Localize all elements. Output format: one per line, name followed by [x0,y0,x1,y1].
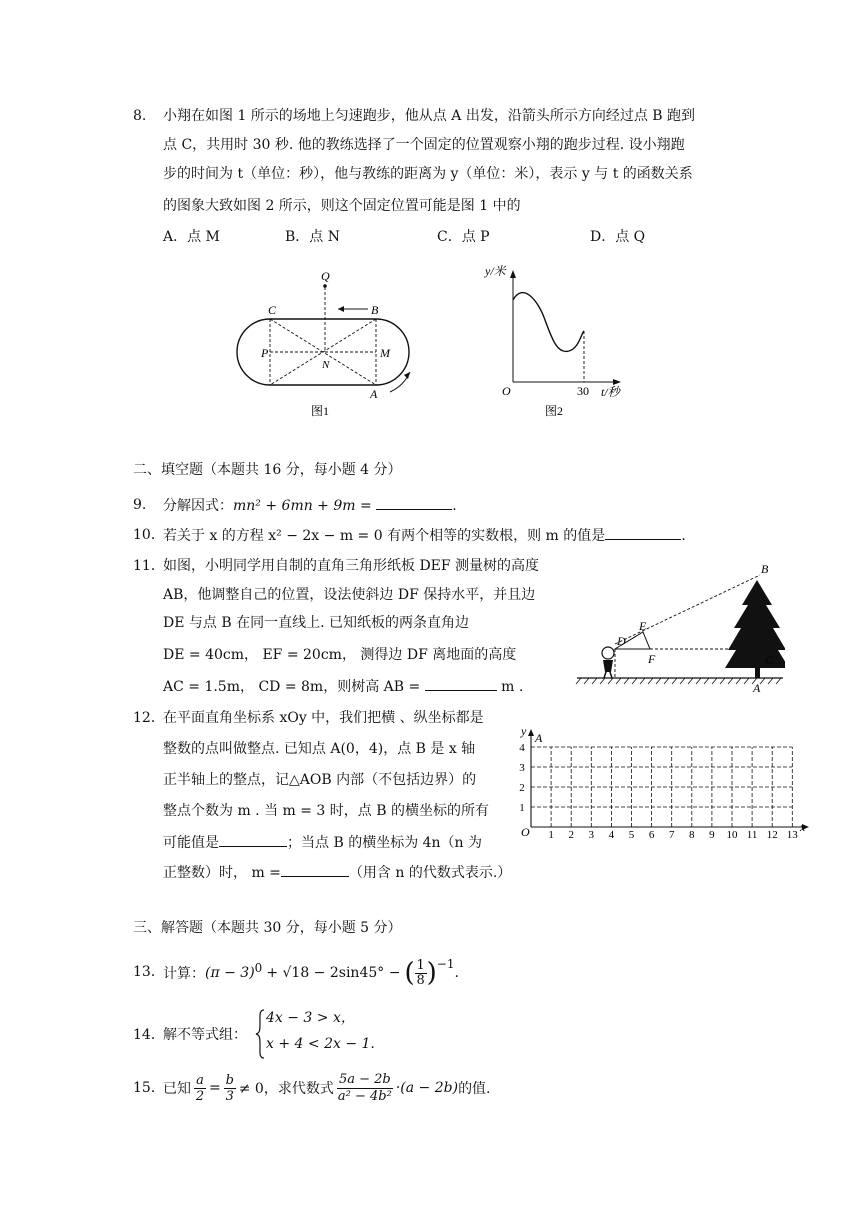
q12-line6-b: （用含 n 的代数式表示.） [348,865,512,881]
q8-text-line4: 的图象大致如图 2 所示，则这个固定位置可能是图 1 中的 [163,198,521,214]
section2-title: 二、填空题（本题共 16 分，每小题 4 分） [133,462,402,478]
q8-number: 8. [133,108,147,124]
grid-y-axis-label: y [521,725,527,738]
q15-frac3-den: a² − 4b² [337,1088,392,1104]
q14-inequality-1: 4x − 3 > x， [266,1010,355,1026]
q15-frac1-num: a [196,1072,204,1088]
fig2-caption: 图2 [545,404,564,418]
q13-exp: −1 [436,957,455,971]
q12-number: 12． [133,710,165,726]
q9-prompt: 分解因式： [163,498,233,514]
fig1-caption: 图1 [311,404,330,418]
q10-end: . [681,528,686,544]
q11-answer-blank[interactable] [425,676,497,691]
q11-tree-figure [575,560,785,695]
q12-answer-blank-1[interactable] [219,832,287,847]
q11-fig-label-e: E [639,619,647,633]
fig2-xlabel: t/秒 [601,385,620,399]
q8-figure1-track [230,262,430,422]
fig1-label-n: N [322,359,330,371]
q15-not-zero: ≠ 0，求代数式 [238,1081,334,1097]
q13-term-a: (π − 3) [205,965,255,981]
q15-frac2-num: b [225,1072,234,1088]
q15-prompt: 已知 [163,1081,191,1097]
fig1-label-m: M [380,346,390,360]
grid-x-tick-label: 1 [548,829,554,840]
q12-line5-a: 可能值是 [163,835,219,851]
grid-point-a: A [535,731,543,745]
q11-fig-label-c: C [765,653,774,667]
q12-line5-b: ；当点 B 的横坐标为 4n（n 为 [287,835,483,851]
q13-frac-num: 1 [416,957,425,973]
q9-answer-blank[interactable] [376,495,452,510]
fig2-ylabel: y/米 [485,264,506,278]
q8-text-line1: 小翔在如图 1 所示的场地上匀速跑步，他从点 A 出发，沿箭头所示方向经过点 B 跑到 [163,108,696,124]
q9-number: 9. [133,497,147,513]
q15-frac1-den: 2 [195,1088,205,1104]
q11-line5-text: AC = 1.5m， CD = 8m，则树高 AB = [163,679,421,695]
q11-text-line5 [163,676,523,697]
q11-text-line2: AB，他调整自己的位置，设法使斜边 DF 保持水平，并且边 [163,587,536,603]
grid-x-axis-label: x [800,820,806,834]
q12-coordinate-grid [515,725,815,840]
fig2-tick-30: 30 [577,384,589,398]
q8-option-b: B．点 N [285,229,340,245]
fig1-label-c: C [268,303,277,317]
q8-option-a: A．点 M [163,229,220,245]
q11-unit: m . [501,679,524,695]
q11-number: 11． [133,558,165,574]
grid-x-tick-label: 2 [568,829,574,840]
grid-x-tick-label: 3 [588,829,595,840]
q11-fig-label-b: B [761,562,769,576]
q12-text-line6 [163,862,511,883]
grid-y-tick-label: 2 [519,782,525,794]
q8-text-line2: 点 C，共用时 30 秒. 他的教练选择了一个固定的位置观察小翔的跑步过程. 设小翔跑 [163,137,685,153]
q8-text-line3: 步的时间为 t（单位：秒），他与教练的距离为 y（单位：米），表示 y 与 t 的函数关系 [163,166,693,182]
fig1-label-a: A [370,387,378,401]
q10-prompt: 若关于 x 的方程 x² − 2x − m = 0 有两个相等的实数根，则 m 的值是 [163,528,606,544]
q15-expression [163,1066,491,1110]
q9-expression: mn² + 6mn + 9m = [233,498,372,514]
grid-x-tick-label: 8 [689,829,695,840]
grid-y-tick-label: 3 [519,762,525,774]
q9-end: . [452,498,457,514]
q14-inequality-2: x + 4 < 2x − 1. [266,1036,375,1052]
section3-title: 三、解答题（本题共 30 分，每小题 5 分） [133,920,402,936]
q13-prompt: 计算： [163,966,205,982]
q13-number: 13． [133,964,165,980]
q14-number: 14． [133,1027,165,1043]
grid-x-tick-label: 7 [668,829,675,840]
grid-y-tick-label: 4 [519,742,525,754]
q11-text-line4: DE = 40cm， EF = 20cm， 测得边 DF 离地面的高度 [163,647,517,663]
q8-option-c: C．点 P [437,229,490,245]
q12-answer-blank-2[interactable] [281,862,349,877]
q12-text-line5 [163,832,482,853]
q10-text [163,525,686,546]
q15-frac3-num: 5a − 2b [338,1071,391,1087]
q11-text-line3: DE 与点 B 在同一直线上. 已知纸板的两条直角边 [163,615,469,631]
q13-term-b: + √18 − 2sin45° − [266,965,401,981]
q13-term-a-exp: 0 [254,961,263,975]
q13-expression: 计算： (π − 3) 0 + √18 − 2sin45° − ( 1 8 ) −1 . [163,957,459,988]
q13-frac-den: 8 [416,972,425,988]
q15-number: 15． [133,1080,165,1096]
q15-mid: ·(a − 2b) [395,1080,459,1096]
fig2-origin: O [502,384,511,398]
grid-x-tick-label: 9 [709,829,715,840]
grid-x-tick-label: 10 [726,829,738,840]
q11-fig-label-a: A [753,681,761,695]
fig1-label-q: Q [321,269,330,283]
q9-text [163,495,457,516]
q15-frac2-den: 3 [225,1088,234,1104]
q11-fig-label-f: F [648,652,656,666]
grid-x-tick-label: 4 [608,829,615,840]
q15-equals: = [209,1080,221,1096]
grid-y-tick-label: 1 [519,802,525,814]
q14-prompt: 解不等式组： [163,1027,247,1043]
grid-x-tick-label: 11 [746,829,758,840]
grid-x-tick-label: 6 [648,829,655,840]
q8-figure2-graph [483,262,643,422]
q8-option-d: D．点 Q [590,229,646,245]
q12-text-line3: 正半轴上的整点，记△AOB 内部（不包括边界）的 [163,772,477,788]
fig1-label-p: P [261,346,269,360]
grid-x-tick-label: 5 [628,829,635,840]
q13-end: . [454,965,459,981]
grid-origin: O [521,825,530,839]
q12-text-line4: 整点个数为 m . 当 m = 3 时，点 B 的横坐标的所有 [163,803,489,819]
grid-x-tick-label: 13 [786,829,798,840]
q15-end: 的值. [458,1081,491,1097]
q12-line6-a: 正整数）时， m = [163,865,281,881]
q11-fig-label-d: D [617,634,626,648]
q14-brace [255,1008,265,1060]
q11-text-line1: 如图，小明同学用自制的直角三角形纸板 DEF 测量树的高度 [163,558,540,574]
grid-x-tick-label: 12 [766,829,778,840]
q12-text-line2: 整数的点叫做整点. 已知点 A(0，4)，点 B 是 x 轴 [163,741,476,757]
q10-answer-blank[interactable] [605,525,681,540]
fig1-label-b: B [371,303,379,317]
q12-text-line1: 在平面直角坐标系 xOy 中，我们把横 、纵坐标都是 [163,710,484,726]
q10-number: 10． [133,527,165,543]
